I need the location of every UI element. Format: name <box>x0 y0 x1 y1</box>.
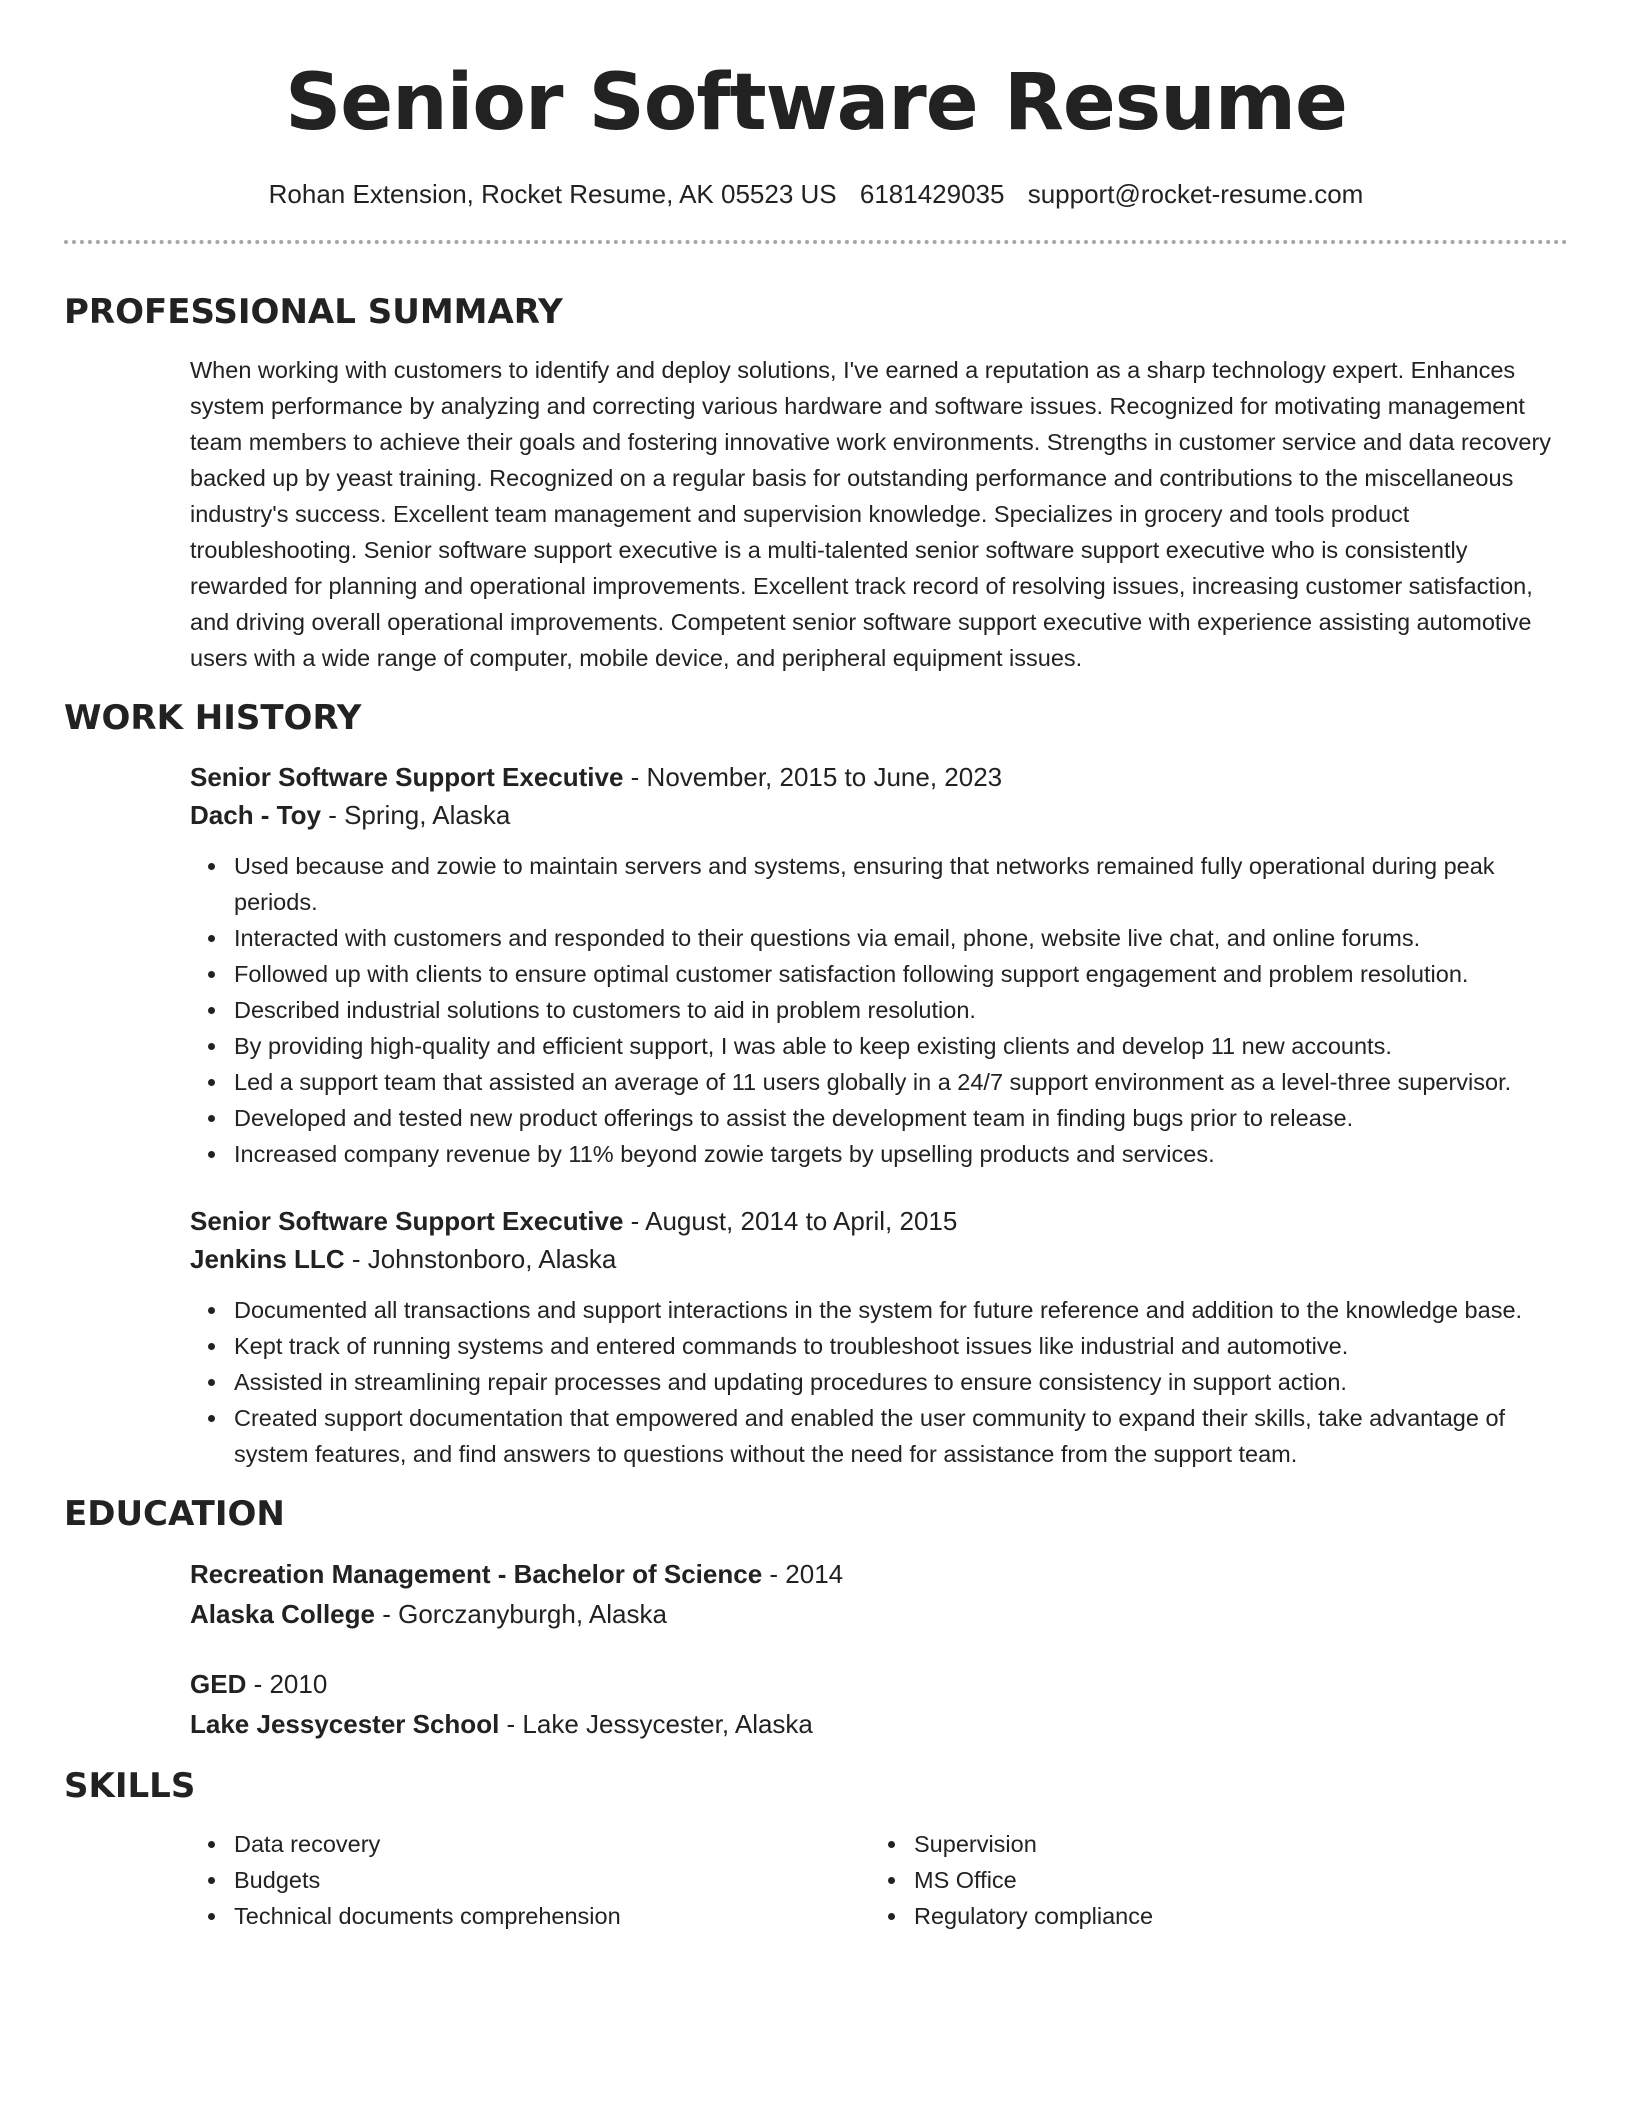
job-entry <box>190 758 1568 1172</box>
skills-heading: SKILLS <box>64 1766 196 1806</box>
skills-section <box>64 1766 1568 1934</box>
list-item: Data recovery <box>234 1826 870 1862</box>
list-item: By providing high-quality and efficient support, I was able to keep existing clients and develop 11 new accounts. <box>234 1028 1568 1064</box>
summary-heading: PROFESSIONAL SUMMARY <box>64 292 563 332</box>
job-duties-list <box>190 848 1568 1172</box>
education-heading: EDUCATION <box>64 1494 285 1534</box>
skills-column-right <box>870 1826 1550 1934</box>
school-line <box>190 1594 1568 1634</box>
education-entry <box>190 1664 1568 1744</box>
skills-list <box>190 1826 870 1934</box>
contact-line <box>64 178 1568 210</box>
education-entry <box>190 1554 1568 1634</box>
degree: Recreation Management - Bachelor of Science <box>190 1559 763 1589</box>
list-item: Described industrial solutions to customers to aid in problem resolution. <box>234 992 1568 1028</box>
resume-title: Senior Software Resume <box>285 58 1347 148</box>
list-item: Technical documents comprehension <box>234 1898 870 1934</box>
degree-line <box>190 1554 1568 1594</box>
list-item: Increased company revenue by 11% beyond zowie targets by upselling products and services. <box>234 1136 1568 1172</box>
job-location: - Johnstonboro, Alaska <box>344 1244 617 1274</box>
list-item: Used because and zowie to maintain servers and systems, ensuring that networks remained fully operational during peak periods. <box>234 848 1568 920</box>
job-company-line <box>190 1240 1568 1278</box>
skills-column-left <box>190 1826 870 1934</box>
list-item: Kept track of running systems and entered commands to troubleshoot issues like industrial and automotive. <box>234 1328 1568 1364</box>
contact-address: Rohan Extension, Rocket Resume, AK 05523 US <box>268 179 837 209</box>
school-line <box>190 1704 1568 1744</box>
school: Alaska College <box>190 1599 375 1629</box>
work-history-section <box>64 698 1568 1472</box>
work-history-heading: WORK HISTORY <box>64 698 362 738</box>
education-section <box>64 1494 1568 1744</box>
list-item: Created support documentation that empowered and enabled the user community to expand their skills, take advantage of system features, and find answers to questions without the need for assistance from the support team. <box>234 1400 1568 1472</box>
job-dates: - August, 2014 to April, 2015 <box>623 1206 958 1236</box>
list-item: Interacted with customers and responded to their questions via email, phone, website live chat, and online forums. <box>234 920 1568 956</box>
list-item: Followed up with clients to ensure optimal customer satisfaction following support engagement and problem resolution. <box>234 956 1568 992</box>
job-title: Senior Software Support Executive <box>190 762 624 792</box>
skills-list <box>870 1826 1550 1934</box>
list-item: Budgets <box>234 1862 870 1898</box>
degree: GED <box>190 1669 247 1699</box>
degree-year: - 2010 <box>246 1669 328 1699</box>
job-title-line <box>190 758 1568 796</box>
contact-phone: 6181429035 <box>859 179 1005 209</box>
job-company-line <box>190 796 1568 834</box>
summary-text: When working with customers to identify and deploy solutions, I've earned a reputation as a sharp technology expert. Enhances system performance by analyzing and correcting various hardware and software issues. Recognized for motivating management team members to achieve their goals and fostering innovative work environments. Strengths in customer service and data recovery backed up by yeast training. Recognized on a regular basis for outstanding performance and contributions to the miscellaneous industry's success. Excellent team management and supervision knowledge. Specializes in grocery and tools product troubleshooting. Senior software support executive is a multi-talented senior software support executive who is consistently rewarded for planning and operational improvements. Excellent track record of resolving issues, increasing customer satisfaction, and driving overall operational improvements. Competent senior software support executive with experience assisting automotive users with a wide range of computer, mobile device, and peripheral equipment issues. <box>190 357 1552 671</box>
list-item: Documented all transactions and support interactions in the system for future reference and addition to the knowledge base. <box>234 1292 1568 1328</box>
degree-line <box>190 1664 1568 1704</box>
job-company: Dach - Toy <box>190 800 321 830</box>
header-divider <box>64 240 1568 244</box>
list-item: MS Office <box>914 1862 1550 1898</box>
school-location: - Lake Jessycester, Alaska <box>499 1709 813 1739</box>
list-item: Assisted in streamlining repair processes and updating procedures to ensure consistency in support action. <box>234 1364 1568 1400</box>
job-title: Senior Software Support Executive <box>190 1206 624 1236</box>
job-location: - Spring, Alaska <box>320 800 511 830</box>
job-duties-list <box>190 1292 1568 1472</box>
school-location: - Gorczanyburgh, Alaska <box>374 1599 667 1629</box>
contact-email: support@rocket-resume.com <box>1027 179 1364 209</box>
list-item: Regulatory compliance <box>914 1898 1550 1934</box>
job-company: Jenkins LLC <box>190 1244 345 1274</box>
degree-year: - 2014 <box>762 1559 844 1589</box>
list-item: Developed and tested new product offerings to assist the development team in finding bugs prior to release. <box>234 1100 1568 1136</box>
job-dates: - November, 2015 to June, 2023 <box>623 762 1003 792</box>
list-item: Supervision <box>914 1826 1550 1862</box>
summary-section <box>64 292 1568 676</box>
job-title-line <box>190 1202 1568 1240</box>
list-item: Led a support team that assisted an average of 11 users globally in a 24/7 support environment as a level-three supervisor. <box>234 1064 1568 1100</box>
school: Lake Jessycester School <box>190 1709 500 1739</box>
job-entry <box>190 1202 1568 1472</box>
